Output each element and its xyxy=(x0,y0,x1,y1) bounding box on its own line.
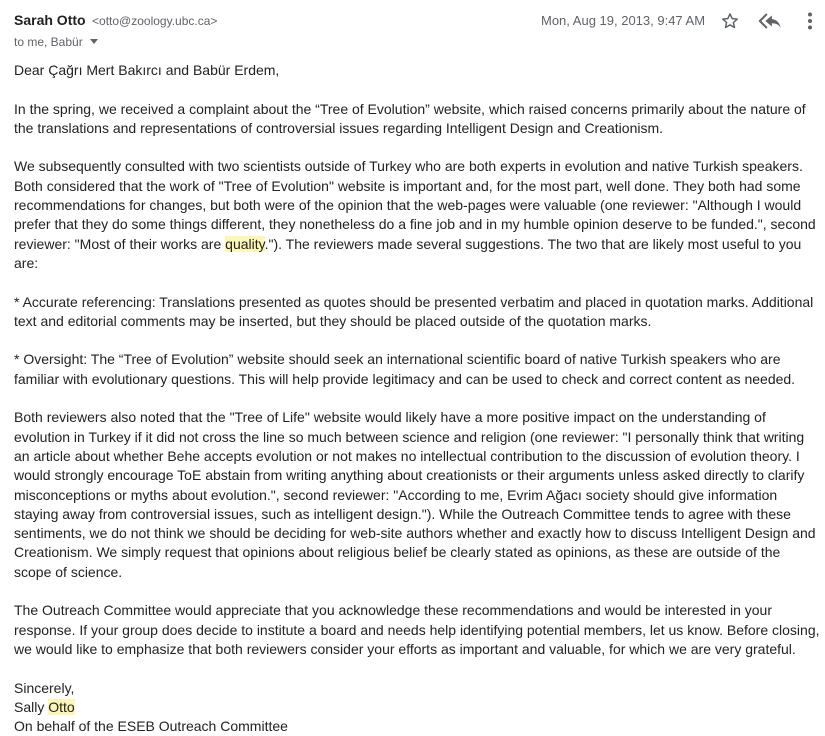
paragraph-5: Both reviewers also noted that the "Tree of Life" website would likely have a more positive impact on the understanding of evolution in Turkey if it did not cross the line so much between science and religion (one reviewer: "I personally think that writing an article about whether Behe accepts evolution or not makes no intellectual contribution to the discussion of evolution theory. I would strongly encourage ToE abstain from writing anything about creationists or their arguments unless asked directly to clarify misconceptions or myths about evolution.", second reviewer: "According to me, Evrim Ağacı society should give information staying away from controversial issues, such as intelligent design."). While the Outreach Committee tends to agree with these sentiments, we do not think we should be deciding for web-site authors whether and exactly how to discuss Intelligent Design and Creationism. We simply request that opinions about religious belief be clearly stated as opinions, as these are outside of the scope of science. xyxy=(14,408,820,582)
sender-line xyxy=(14,12,217,30)
star-icon xyxy=(720,11,740,31)
star-button[interactable] xyxy=(715,6,745,36)
paragraph-6: The Outreach Committee would appreciate that you acknowledge these recommendations and would be interested in your response. If your group does decide to institute a board and needs help identifying potential members, let us know. Before closing, we would like to emphasize that both reviewers consider your efforts as important and valuable, for which we are very grateful. xyxy=(14,601,820,659)
more-vert-icon xyxy=(807,11,813,31)
signature-first-name: Sally xyxy=(14,699,48,715)
highlighted-surname: Otto xyxy=(48,699,74,715)
reply-all-icon xyxy=(758,11,782,31)
highlighted-word: quality xyxy=(225,236,264,252)
greeting: Dear Çağrı Mert Bakırcı and Babür Erdem, xyxy=(14,61,820,80)
email-body xyxy=(14,61,820,736)
more-options-button[interactable] xyxy=(795,6,825,36)
recipient-details-toggle[interactable] xyxy=(14,35,98,49)
recipient-text: to me, Babür xyxy=(14,35,83,49)
signature-block xyxy=(14,679,820,736)
paragraph-2-text-a: We subsequently consulted with two scientists outside of Turkey who are both experts in evolution and native Turkish speakers. Both considered that the work of "Tree of Evolution" website is important and, for the most part, well done. They both had some recommendations for changes, but both were of the opinion that the web-pages were valuable (one reviewer: "Although I would prefer that they do some things different, they nonetheless do a fine job and in my humble opinion deserve to be funded.", second reviewer: "Most of their works are xyxy=(14,158,816,251)
email-header xyxy=(14,0,825,56)
paragraph-2-text-b: ."). The reviewers made several suggestions. The two that are likely most useful to you are: xyxy=(14,236,801,271)
email-date: Mon, Aug 19, 2013, 9:47 AM xyxy=(541,13,705,28)
paragraph-1: In the spring, we received a complaint about the “Tree of Evolution” website, which raised concerns primarily about the nature of the translations and representations of controversial issues regarding Intelligent Design and Creationism. xyxy=(14,100,820,139)
chevron-down-icon[interactable] xyxy=(90,39,98,44)
sender-name[interactable]: Sarah Otto xyxy=(14,12,86,28)
paragraph-4: * Oversight: The “Tree of Evolution” website should seek an international scientific board of native Turkish speakers who are familiar with evolutionary questions. This will help provide legitimacy and can be used to check and correct content as needed. xyxy=(14,350,820,389)
sender-email: <otto@zoology.ubc.ca> xyxy=(92,14,217,28)
paragraph-2 xyxy=(14,157,820,273)
reply-all-button[interactable] xyxy=(755,6,785,36)
paragraph-3: * Accurate referencing: Translations presented as quotes should be presented verbatim and placed in quotation marks. Additional text and editorial comments may be inserted, but they should be placed outside of the quotation marks. xyxy=(14,293,820,332)
signature-affiliation: On behalf of the ESEB Outreach Committee xyxy=(14,717,820,736)
signature-name xyxy=(14,698,820,717)
closing: Sincerely, xyxy=(14,679,820,698)
